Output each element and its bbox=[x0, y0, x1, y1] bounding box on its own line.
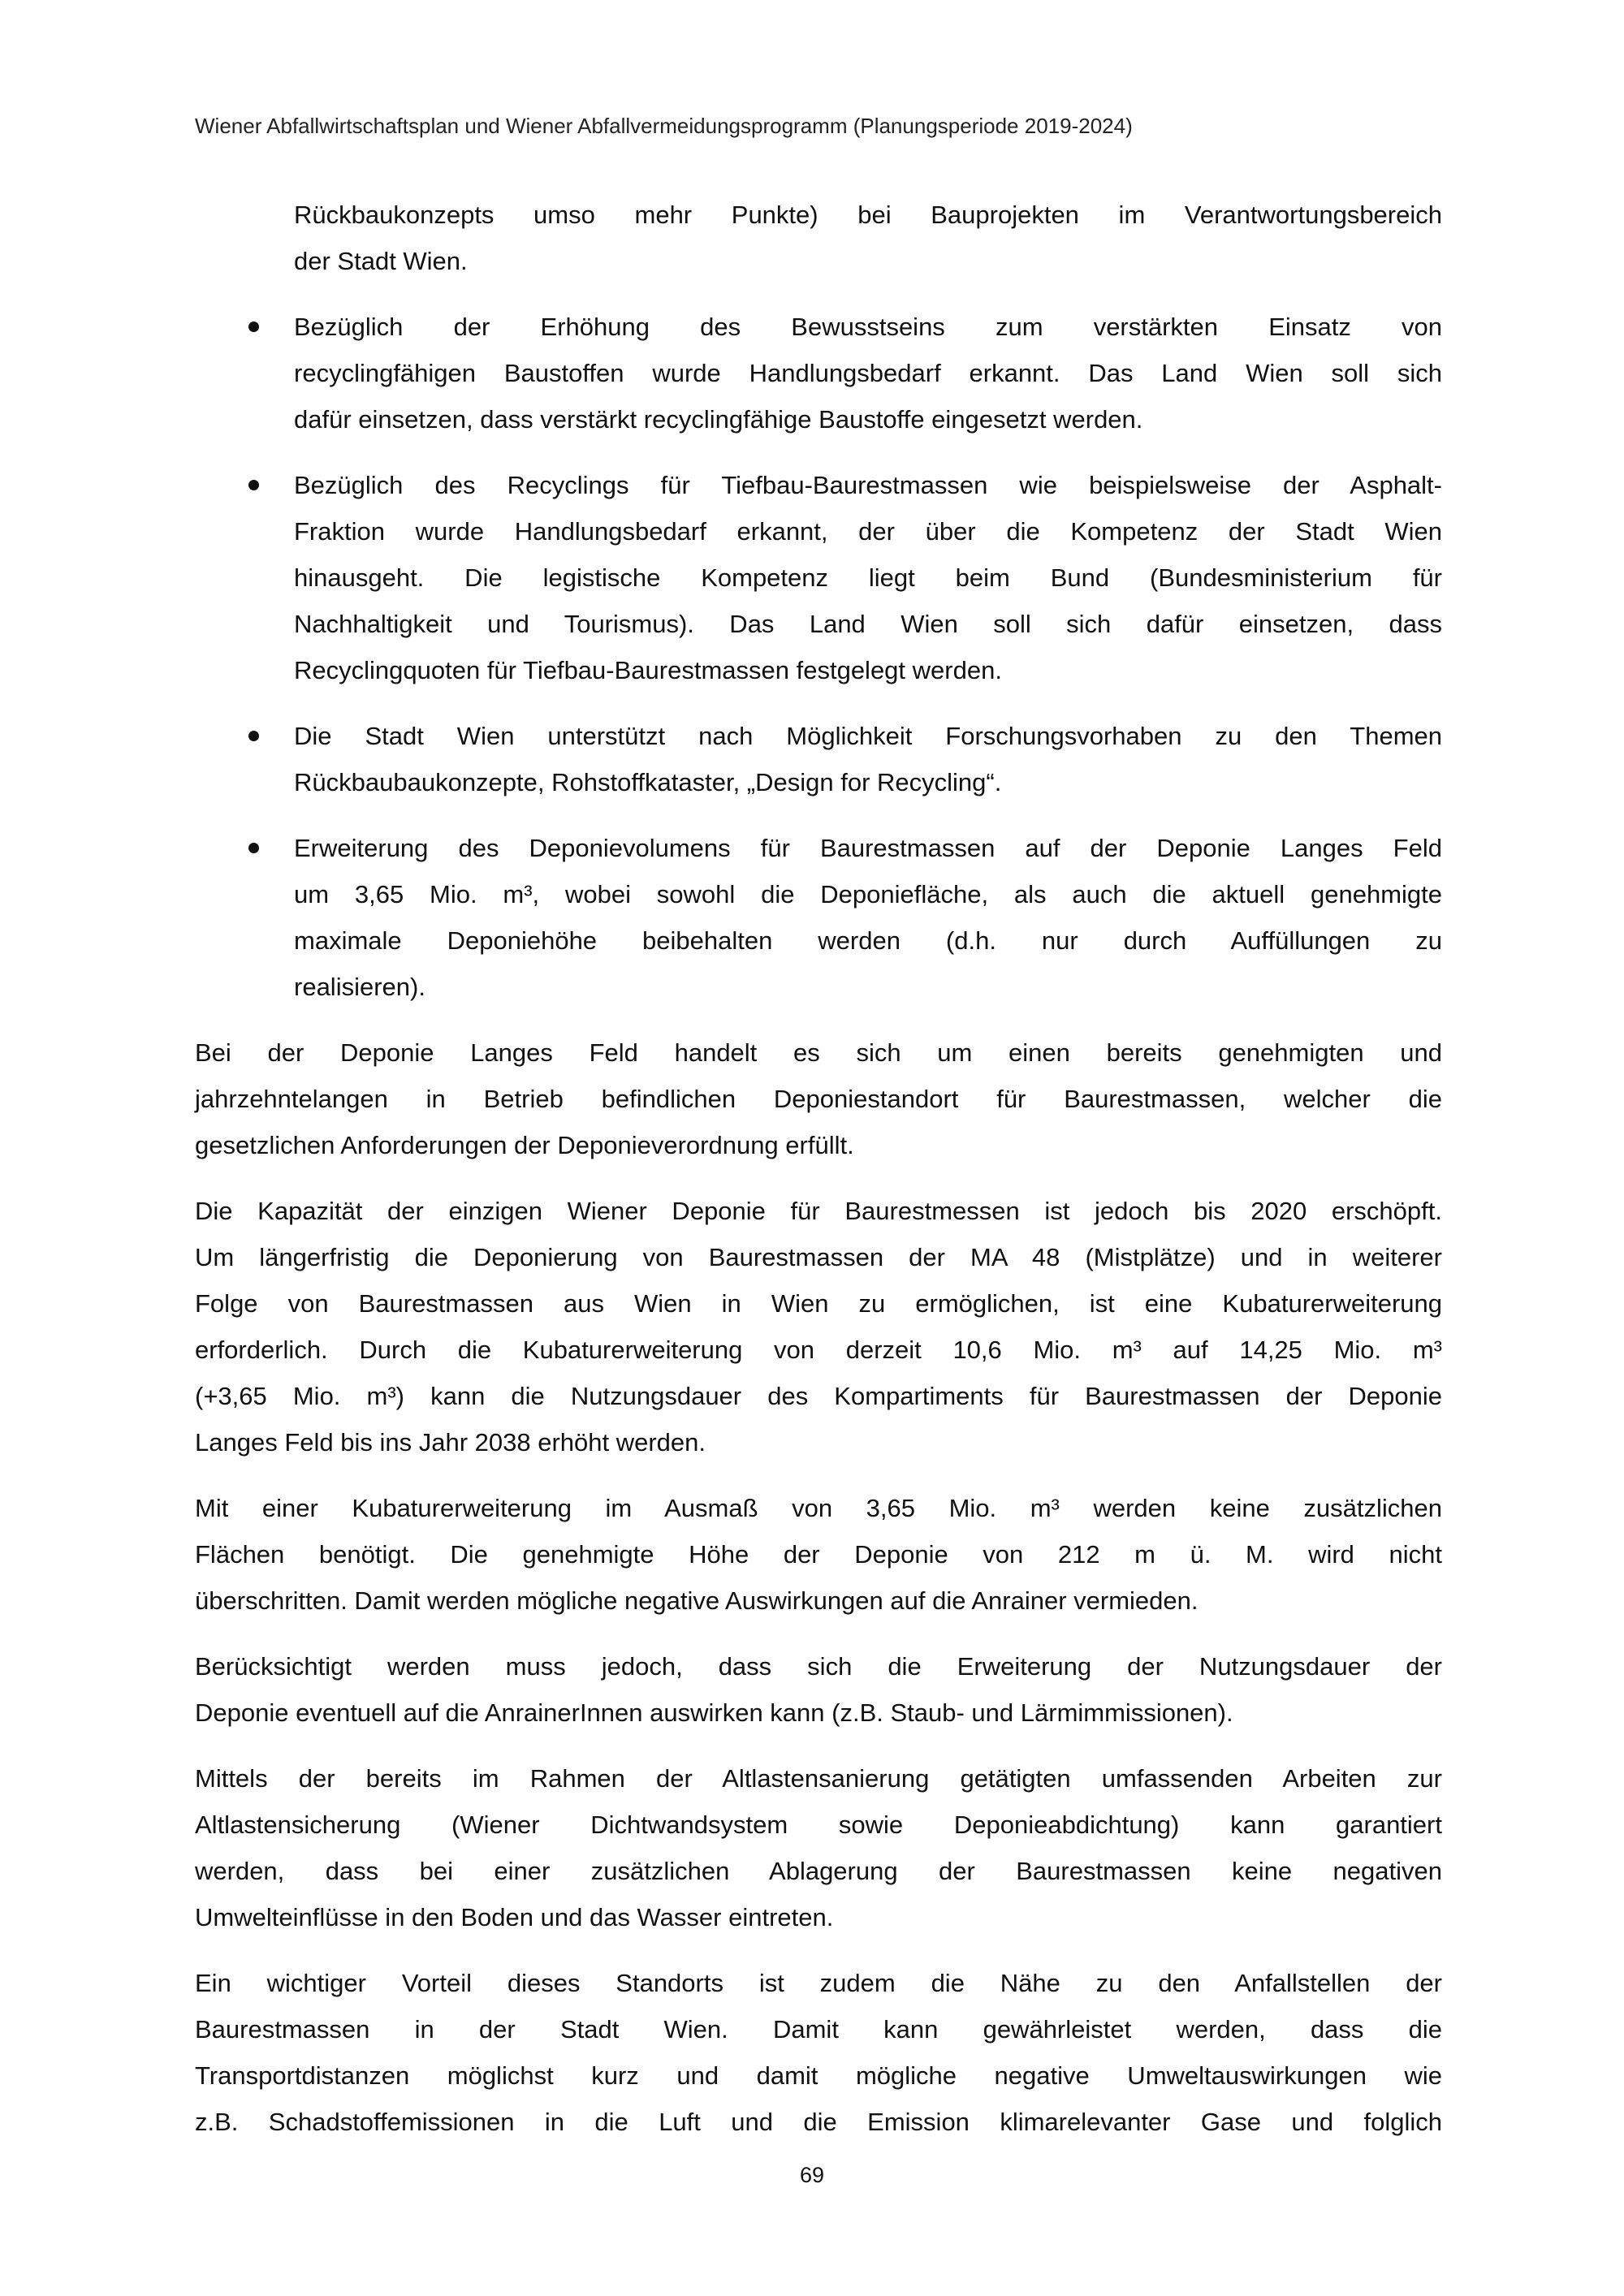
bullet-icon bbox=[248, 480, 259, 490]
text-line: Bezüglich des Recyclings für Tiefbau-Baurestmassen wie beispielsweise der Asphalt- bbox=[294, 471, 1442, 499]
text-line: Mit einer Kubaturerweiterung im Ausmaß von 3,65 Mio. m³ werden keine zusätzlichen bbox=[195, 1494, 1442, 1522]
text-line: Berücksichtigt werden muss jedoch, dass sich die Erweiterung der Nutzungsdauer der bbox=[195, 1652, 1442, 1681]
bullet-item bbox=[195, 462, 1442, 693]
text-line: erforderlich. Durch die Kubaturerweiterung von derzeit 10,6 Mio. m³ auf 14,25 Mio. m³ bbox=[195, 1336, 1442, 1364]
text-line: Baurestmassen in der Stadt Wien. Damit kann gewährleistet werden, dass die bbox=[195, 2015, 1442, 2044]
text-line: Die Stadt Wien unterstützt nach Möglichkeit Forschungsvorhaben zu den Themen bbox=[294, 722, 1442, 750]
text-line: Bezüglich der Erhöhung des Bewusstseins zum verstärkten Einsatz von bbox=[294, 313, 1442, 341]
text-line: Fraktion wurde Handlungsbedarf erkannt, der über die Kompetenz der Stadt Wien bbox=[294, 517, 1442, 546]
text-line: maximale Deponiehöhe beibehalten werden (d.h. nur durch Auffüllungen zu bbox=[294, 926, 1442, 955]
text-line: realisieren). bbox=[294, 973, 425, 1001]
paragraph bbox=[195, 1485, 1442, 1624]
bullet-item-continuation bbox=[195, 192, 1442, 284]
text-line: Flächen benötigt. Die genehmigte Höhe der Deponie von 212 m ü. M. wird nicht bbox=[195, 1540, 1442, 1569]
text-line: hinausgeht. Die legistische Kompetenz liegt beim Bund (Bundesministerium für bbox=[294, 563, 1442, 592]
text-line: Transportdistanzen möglichst kurz und damit mögliche negative Umweltauswirkungen wie bbox=[195, 2061, 1442, 2090]
text-line: um 3,65 Mio. m³, wobei sowohl die Deponiefläche, als auch die aktuell genehmigte bbox=[294, 880, 1442, 908]
text-line: Umwelteinflüsse in den Boden und das Wasser eintreten. bbox=[195, 1903, 834, 1931]
text-line: Folge von Baurestmassen aus Wien in Wien zu ermöglichen, ist eine Kubaturerweiterung bbox=[195, 1289, 1442, 1318]
text-line: Um längerfristig die Deponierung von Baurestmassen der MA 48 (Mistplätze) und in weiterer bbox=[195, 1243, 1442, 1271]
text-line: recyclingfähigen Baustoffen wurde Handlungsbedarf erkannt. Das Land Wien soll sich bbox=[294, 359, 1442, 387]
paragraph bbox=[195, 1029, 1442, 1168]
text-line: Deponie eventuell auf die AnrainerInnen auswirken kann (z.B. Staub- und Lärmimmissionen). bbox=[195, 1698, 1233, 1727]
bullet-icon bbox=[248, 843, 259, 853]
bullet-icon bbox=[248, 322, 259, 332]
document-body bbox=[195, 192, 1442, 2164]
bullet-icon bbox=[248, 731, 259, 741]
text-line: dafür einsetzen, dass verstärkt recyclingfähige Baustoffe eingesetzt werden. bbox=[294, 405, 1143, 434]
text-line: Recyclingquoten für Tiefbau-Baurestmassen festgelegt werden. bbox=[294, 656, 1002, 684]
bullet-item bbox=[195, 713, 1442, 805]
text-line: Rückbaubaukonzepte, Rohstoffkataster, „Design for Recycling“. bbox=[294, 768, 1002, 796]
text-line: (+3,65 Mio. m³) kann die Nutzungsdauer des Kompartiments für Baurestmassen der Deponie bbox=[195, 1382, 1442, 1410]
page-number: 69 bbox=[799, 2163, 825, 2187]
text-line: überschritten. Damit werden mögliche negative Auswirkungen auf die Anrainer vermieden. bbox=[195, 1586, 1199, 1615]
text-line: Bei der Deponie Langes Feld handelt es sich um einen bereits genehmigten und bbox=[195, 1038, 1442, 1067]
text-line: Die Kapazität der einzigen Wiener Deponie für Baurestmessen ist jedoch bis 2020 erschöpft. bbox=[195, 1197, 1442, 1225]
text-line: Rückbaukonzepts umso mehr Punkte) bei Bauprojekten im Verantwortungsbereich bbox=[294, 201, 1442, 229]
text-line: jahrzehntelangen in Betrieb befindlichen Deponiestandort für Baurestmassen, welcher die bbox=[195, 1085, 1442, 1113]
text-line: Ein wichtiger Vorteil dieses Standorts ist zudem die Nähe zu den Anfallstellen der bbox=[195, 1969, 1442, 1997]
paragraph bbox=[195, 1960, 1442, 2145]
bullet-item bbox=[195, 825, 1442, 1010]
text-line: z.B. Schadstoffemissionen in die Luft und die Emission klimarelevanter Gase und folglich bbox=[195, 2108, 1442, 2136]
text-line: der Stadt Wien. bbox=[294, 247, 468, 275]
paragraph bbox=[195, 1188, 1442, 1465]
text-line: werden, dass bei einer zusätzlichen Ablagerung der Baurestmassen keine negativen bbox=[195, 1857, 1442, 1885]
text-line: Erweiterung des Deponievolumens für Baurestmassen auf der Deponie Langes Feld bbox=[294, 834, 1442, 862]
text-line: gesetzlichen Anforderungen der Deponieverordnung erfüllt. bbox=[195, 1131, 854, 1159]
paragraph bbox=[195, 1755, 1442, 1940]
text-line: Mittels der bereits im Rahmen der Altlastensanierung getätigten umfassenden Arbeiten zur bbox=[195, 1764, 1442, 1793]
text-line: Nachhaltigkeit und Tourismus). Das Land Wien soll sich dafür einsetzen, dass bbox=[294, 610, 1442, 638]
text-line: Langes Feld bis ins Jahr 2038 erhöht werden. bbox=[195, 1428, 706, 1457]
text-line: Altlastensicherung (Wiener Dichtwandsystem sowie Deponieabdichtung) kann garantiert bbox=[195, 1810, 1442, 1839]
running-header: Wiener Abfallwirtschaftsplan und Wiener Abfallvermeidungsprogramm (Planungsperiode 2019-2024) bbox=[195, 114, 1133, 138]
paragraph bbox=[195, 1643, 1442, 1736]
bullet-item bbox=[195, 304, 1442, 442]
